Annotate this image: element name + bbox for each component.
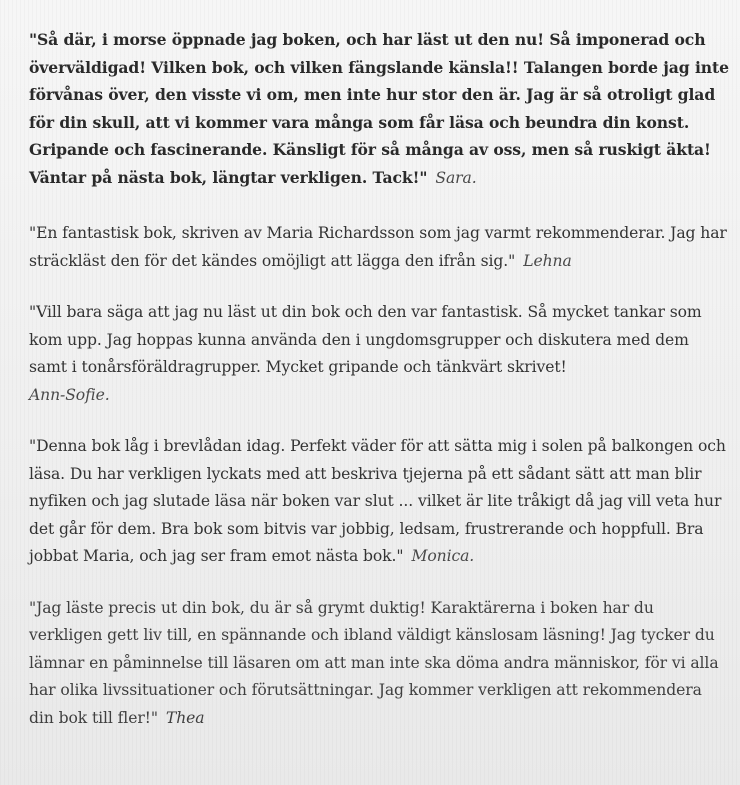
- review-author: Sara.: [435, 168, 477, 187]
- review-author: Ann-Sofie.: [29, 385, 110, 404]
- review-text: "Jag läste precis ut din bok, du är så grymt duktig! Karaktärerna i boken har du verkligen gett liv till, en spännande och ibland väldigt känslosam läsning! Jag tycker du lämnar en påminnelse till läsaren om att man inte ska döma andra människor, för vi alla har olika livssituationer och förutsättningar. Jag kommer verkligen att rekommendera din bok till fler!": [29, 598, 719, 727]
- review-lehna: [29, 220, 729, 275]
- review-thea: [29, 595, 729, 733]
- review-text: "En fantastisk bok, skriven av Maria Richardsson som jag varmt rekommenderar. Jag har sträckläst den för det kändes omöjligt att lägga den ifrån sig.": [29, 224, 727, 270]
- review-author: Lehna: [523, 251, 572, 270]
- review-text: "Denna bok låg i brevlådan idag. Perfekt väder för att sätta mig i solen på balkongen och läsa. Du har verkligen lyckats med att beskriva tjejerna på ett sådant sätt att man blir nyfiken och jag slutade läsa när boken var slut ... vilket är lite tråkigt då jag vill veta hur det går för dem. Bra bok som bitvis var jobbig, ledsam, frustrerande och hoppfull. Bra jobbat Maria, och jag ser fram emot nästa bok.": [29, 437, 726, 565]
- review-author: Thea: [165, 708, 205, 727]
- review-text: "Vill bara säga att jag nu läst ut din bok och den var fantastisk. Så mycket tankar som kom upp. Jag hoppas kunna använda den i ungdomsgrupper och diskutera med dem samt i tonårsföräldragrupper. Mycket gripande och tänkvärt skrivet!: [29, 303, 702, 376]
- review-author: Monica.: [411, 547, 475, 565]
- review-text: "Så där, i morse öppnade jag boken, och har läst ut den nu! Så imponerad och överväldigad! Vilken bok, och vilken fängslande känsla!! Talangen borde jag inte förvånas över, den visste vi om, men inte hur stor den är. Jag är så otroligt glad för din skull, att vi kommer vara många som får läsa och beundra din konst. Gripande och fascinerande. Känsligt för så många av oss, men så ruskigt äkta! Väntar på nästa bok, längtar verkligen. Tack!": [29, 30, 729, 187]
- review-ann-sofie: [29, 299, 729, 409]
- review-monica: [29, 433, 729, 571]
- review-sara: [29, 26, 729, 192]
- testimonials-page: [29, 26, 729, 732]
